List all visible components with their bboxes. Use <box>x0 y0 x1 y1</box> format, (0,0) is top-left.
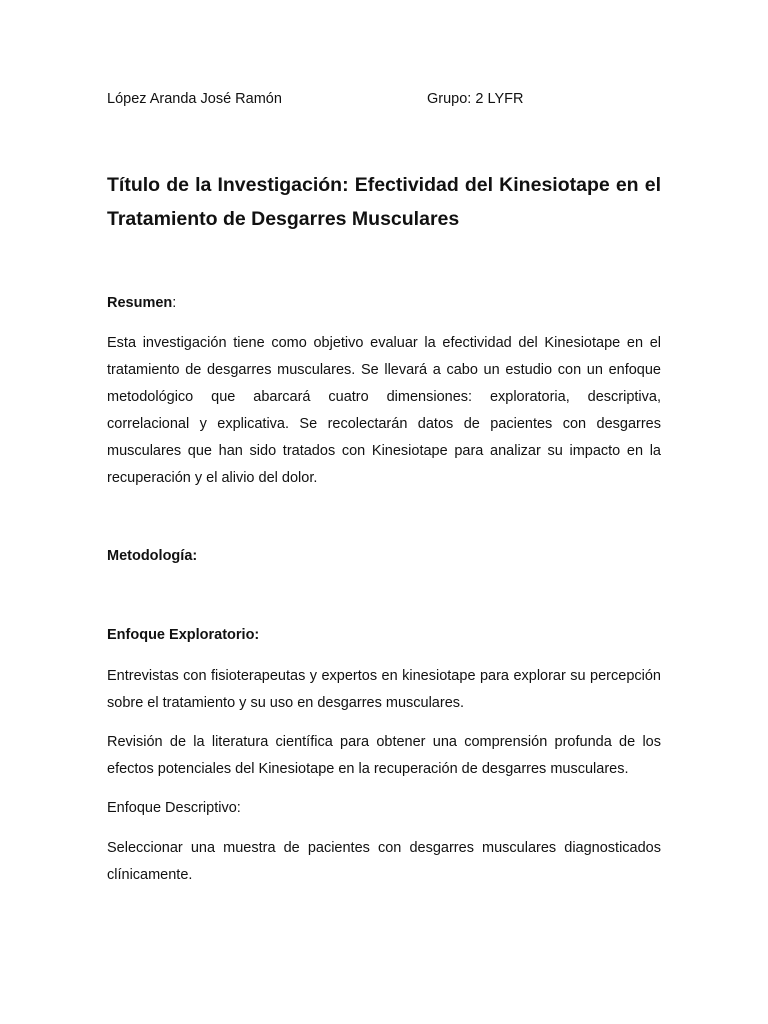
resumen-heading-colon: : <box>172 295 177 311</box>
author-name: López Aranda José Ramón <box>107 91 282 107</box>
resumen-heading-text: Resumen <box>107 295 173 311</box>
exploratorio-paragraph-2: Revisión de la literatura científica para obtener una comprensión profunda de los efectos potenciales del Kinesiotape en la recuperación de desgarres musculares. <box>107 734 661 777</box>
research-title: Título de la Investigación: Efectividad del Kinesiotape en el Tratamiento de Desgarres Musculares <box>107 174 661 230</box>
group-label: Grupo: 2 LYFR <box>427 91 524 107</box>
exploratorio-paragraph-1: Entrevistas con fisioterapeutas y expertos en kinesiotape para explorar su percepción sobre el tratamiento y su uso en desgarres musculares. <box>107 668 661 711</box>
resumen-heading <box>107 295 176 311</box>
exploratorio-heading-text: Enfoque Exploratorio: <box>107 627 260 643</box>
resumen-paragraph: Esta investigación tiene como objetivo evaluar la efectividad del Kinesiotape en el tratamiento de desgarres musculares. Se llevará a cabo un estudio con un enfoque metodológico que abarcará cuatro dimensiones: exploratoria, descriptiva, correlacional y explicativa. Se recolectarán datos de pacientes con desgarres musculares que han sido tratados con Kinesiotape para analizar su impacto en la recuperación y el alivio del dolor. <box>107 335 661 486</box>
exploratorio-heading <box>107 627 259 643</box>
metodologia-heading <box>107 548 197 564</box>
descriptivo-paragraph-1: Seleccionar una muestra de pacientes con desgarres musculares diagnosticados clínicamente. <box>107 840 661 883</box>
descriptivo-heading: Enfoque Descriptivo: <box>107 800 241 816</box>
metodologia-heading-text: Metodología: <box>107 548 198 564</box>
document-header <box>107 91 661 111</box>
